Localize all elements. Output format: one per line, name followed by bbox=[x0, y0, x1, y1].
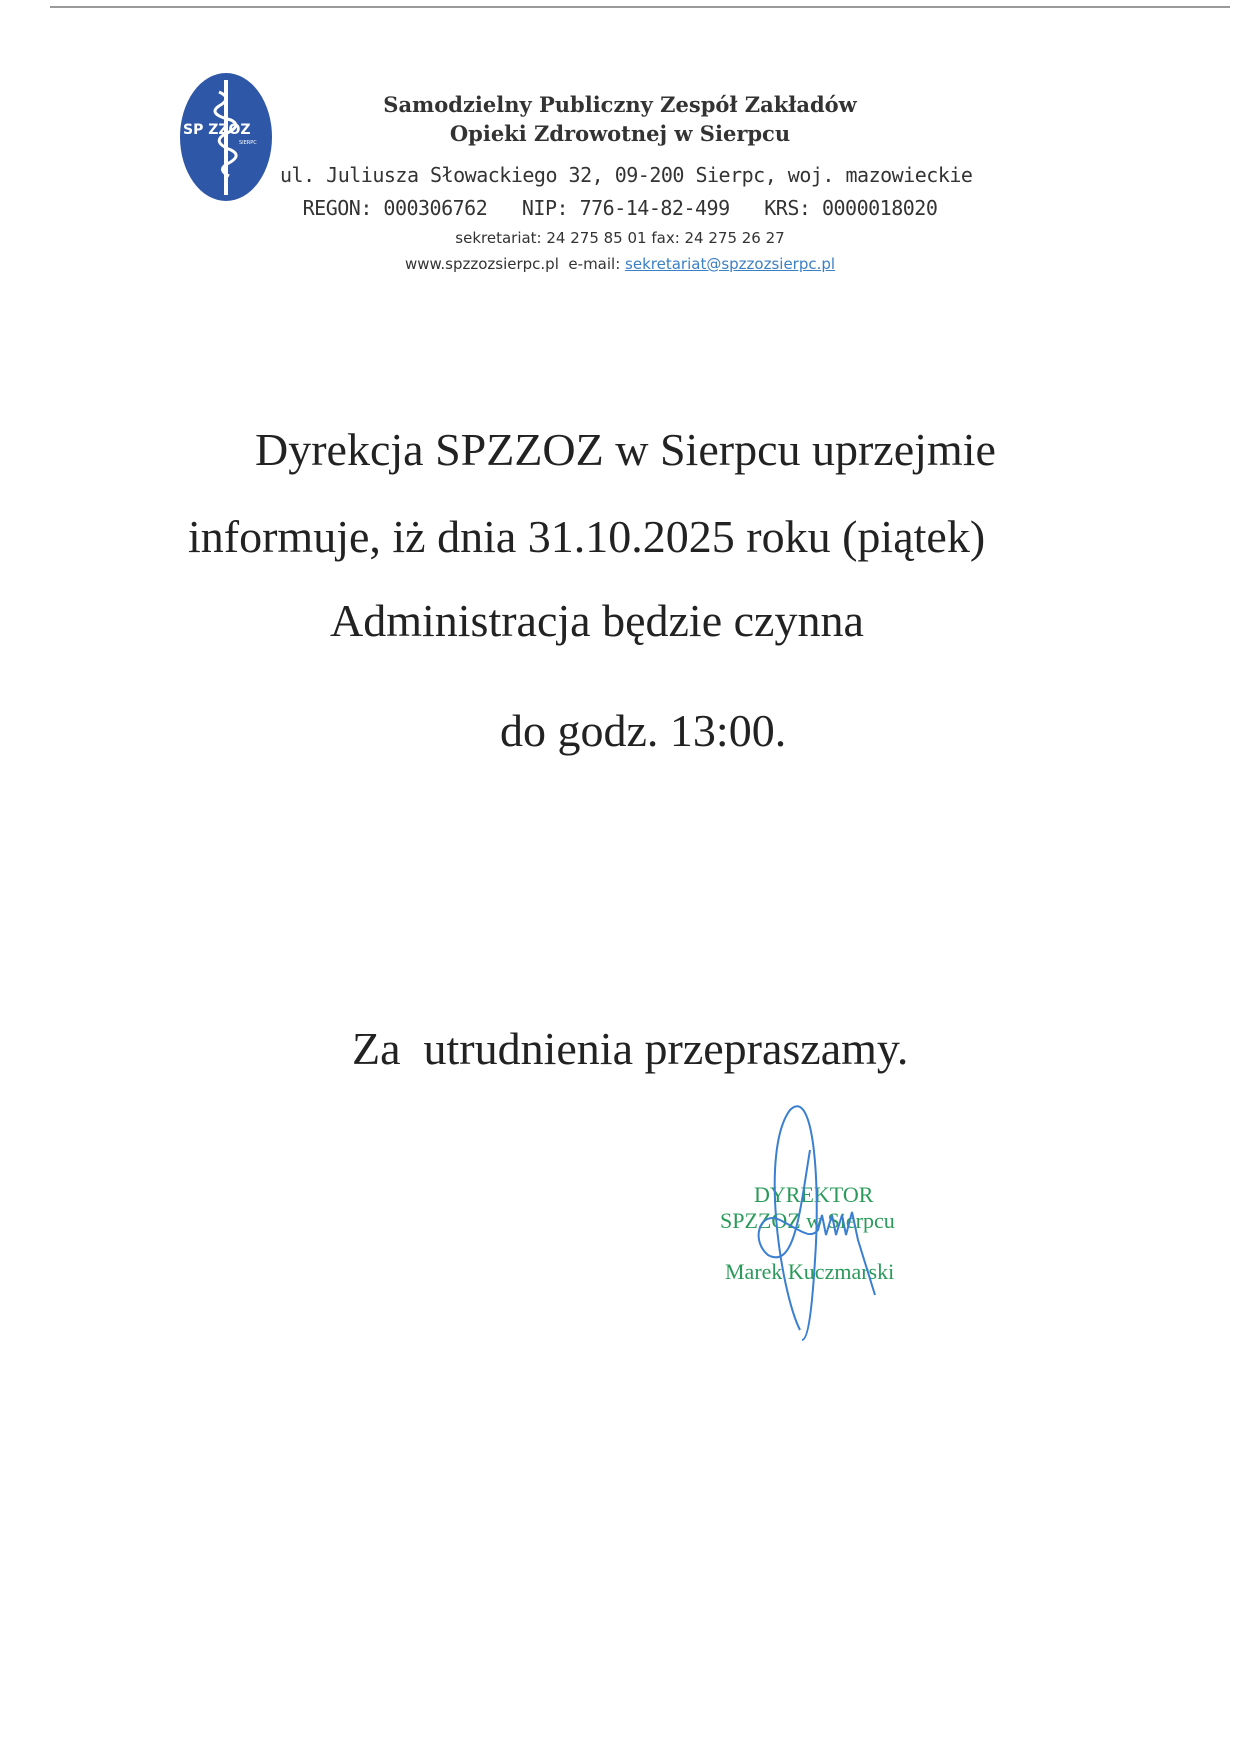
scan-top-border bbox=[50, 6, 1230, 8]
logo-subtext: SIERPC bbox=[239, 140, 257, 146]
apology: Za utrudnienia przepraszamy. bbox=[352, 1023, 909, 1074]
stamp-name: Marek Kuczmarski bbox=[725, 1259, 895, 1284]
stamp-title: DYREKTOR bbox=[754, 1182, 874, 1207]
org-address: ul. Juliusza Słowackiego 32, 09-200 Sierpc, woj. mazowieckie bbox=[280, 163, 973, 187]
org-phones: sekretariat: 24 275 85 01 fax: 24 275 26 27 bbox=[455, 229, 785, 247]
notice-line3: Administracja będzie czynna bbox=[330, 595, 864, 646]
handwritten-signature bbox=[740, 1090, 920, 1370]
email-link[interactable]: sekretariat@spzzozsierpc.pl bbox=[625, 255, 836, 273]
notice-line2: informuje, iż dnia 31.10.2025 roku (piątek) bbox=[188, 511, 986, 562]
logo-text: SP ZZOZ bbox=[183, 122, 251, 138]
email-label: e-mail: bbox=[568, 255, 621, 273]
notice-line1: Dyrekcja SPZZOZ w Sierpcu uprzejmie bbox=[255, 424, 996, 475]
stamp-institution: SPZZOZ w Sierpcu bbox=[720, 1208, 895, 1233]
org-ids: REGON: 000306762 NIP: 776-14-82-499 KRS: 0000018020 bbox=[302, 196, 938, 220]
org-name-line2: Opieki Zdrowotnej w Sierpcu bbox=[449, 121, 791, 146]
notice-line4: do godz. 13:00. bbox=[500, 705, 787, 756]
org-contact bbox=[280, 255, 960, 273]
org-name-line1: Samodzielny Publiczny Zespół Zakładów bbox=[383, 92, 857, 117]
website: www.spzzozsierpc.pl bbox=[404, 255, 559, 273]
spzzoz-logo bbox=[179, 72, 273, 202]
